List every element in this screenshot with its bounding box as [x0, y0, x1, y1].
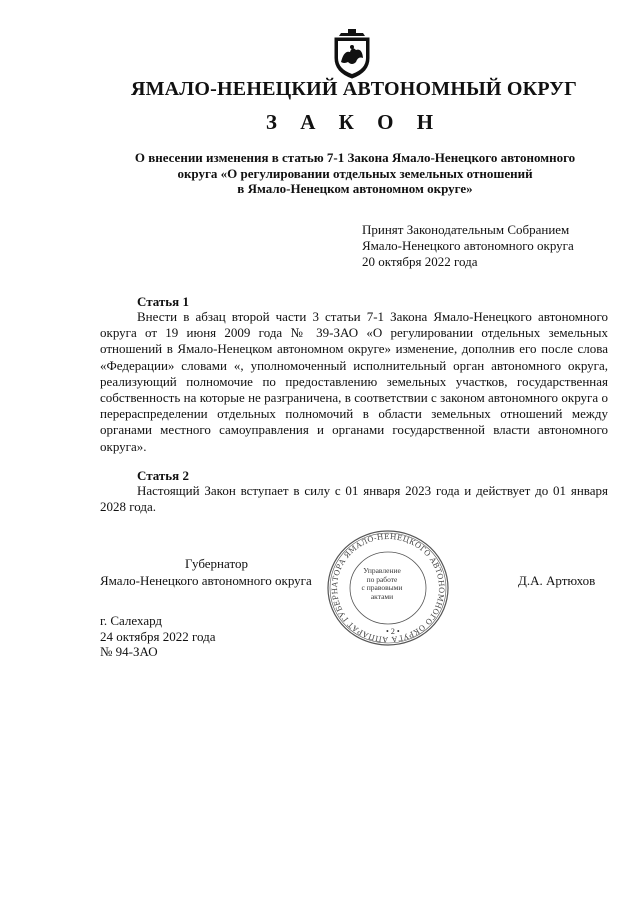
seal-line: по работе [366, 574, 398, 584]
law-subject [90, 150, 620, 197]
seal-number-value: 2 [390, 627, 395, 636]
subject-line: О внесении изменения в статью 7-1 Закона Ямало-Ненецкого автономного [134, 150, 576, 165]
signatory-region: Ямало-Ненецкого автономного округа [100, 573, 312, 588]
subject-line: округа «О регулировании отдельных земельных отношений [177, 165, 533, 181]
adoption-line: Принят Законодательным Собранием [362, 222, 570, 237]
seal-line: актами [370, 591, 394, 601]
article-2-text: Настоящий Закон вступает в силу с 01 января 2023 года и действует до 01 января 2028 года. [100, 483, 608, 515]
coat-of-arms-emblem [330, 28, 374, 80]
adoption-note [362, 222, 622, 270]
seal-number: • 2 • [386, 627, 400, 636]
region-title: ЯМАЛО-НЕНЕЦКИЙ АВТОНОМНЫЙ ОКРУГ [130, 78, 578, 100]
footer-number: № 94-ЗАО [100, 644, 158, 659]
law-title: З А К О Н [265, 110, 443, 134]
signatory-title: Губернатор [185, 556, 248, 571]
subject-line: в Ямало-Ненецком автономном округе» [237, 181, 473, 196]
seal-line: с правовыми [361, 583, 403, 593]
article-1-heading: Статья 1 [137, 294, 189, 309]
footer-city: г. Салехард [100, 613, 163, 628]
document-footer [100, 613, 216, 660]
adoption-line: 20 октября 2022 года [362, 254, 478, 269]
adoption-line: Ямало-Ненецкого автономного округа [362, 238, 574, 253]
article-2-heading: Статья 2 [137, 468, 189, 483]
footer-date: 24 октября 2022 года [100, 628, 216, 644]
seal-ring-text: АППАРАТ ГУБЕРНАТОРА ЯМАЛО-НЕНЕЦКОГО АВТОНОМНОГО ОКРУГА [329, 531, 447, 645]
seal-center-text [352, 567, 412, 601]
seal-line: Управление [363, 566, 401, 575]
signatory-name: Д.А. Артюхов [518, 573, 596, 588]
article-1-text: Внести в абзац второй части 3 статьи 7-1 Закона Ямало-Ненецкого автономного округа от 19 июня 2009 года № 39-ЗАО «О регулировании отдельных земельных отношений в Ямало-Ненецком автономном округе» изменение, дополнив его после слова «Федерации» словами «, уполномоченный исполнительный орган автономного округа, реализующий полномочие по предоставлению земельных участков, государственная собственность на которые не разграничена, в соответствии с законом автономного округа о перераспределении отдельных полномочий в области земельных отношений между органами местного самоуправления и органами государственной власти автономного округа». [100, 309, 608, 454]
